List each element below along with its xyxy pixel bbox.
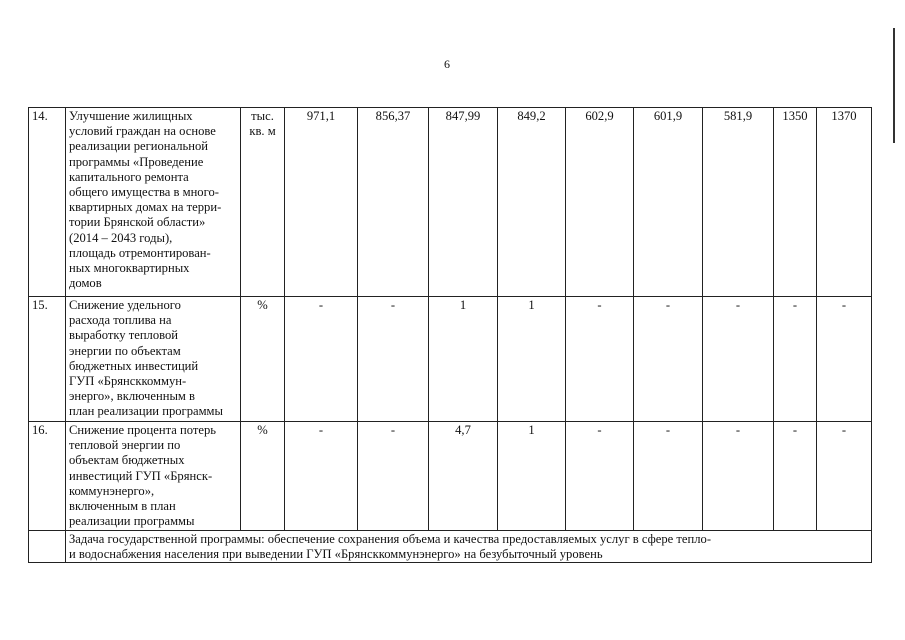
value-cell: 602,9: [566, 108, 634, 297]
task-row-number: [29, 531, 66, 563]
description-line: реализации программы: [69, 514, 195, 529]
value-cell: 856,37: [358, 108, 429, 297]
indicator-description: [66, 297, 241, 422]
description-line: выработку тепловой: [69, 328, 179, 343]
unit-cell: [241, 108, 285, 297]
description-line: объектам бюджетных: [69, 453, 185, 468]
description-line: Улучшение жилищных: [69, 109, 193, 123]
description-line: программы «Проведение: [69, 154, 204, 169]
page-number: 6: [444, 57, 450, 71]
description-line: бюджетных инвестиций: [69, 358, 199, 373]
value-cell: 1: [498, 297, 566, 422]
value-cell: -: [817, 422, 872, 531]
value-cell: 1350: [774, 108, 817, 297]
description-line: энергии по объектам: [69, 343, 181, 358]
value-cell: 4,7: [429, 422, 498, 531]
value-cell: 601,9: [634, 108, 703, 297]
table-row: [29, 108, 872, 297]
description-line: инвестиций ГУП «Брянск-: [69, 468, 213, 483]
value-cell: 581,9: [703, 108, 774, 297]
value-cell: -: [774, 422, 817, 531]
indicator-description: [66, 108, 241, 297]
description-line: условий граждан на основе: [69, 124, 216, 139]
description-line: тории Брянской области»: [69, 215, 206, 230]
value-cell: -: [566, 422, 634, 531]
description-line: коммунэнерго»,: [69, 483, 155, 498]
value-cell: -: [634, 422, 703, 531]
description-line: расхода топлива на: [69, 313, 172, 328]
description-line: ных многоквартирных: [69, 261, 190, 276]
row-number: 15.: [29, 297, 66, 422]
value-cell: -: [358, 297, 429, 422]
value-cell: 1: [498, 422, 566, 531]
description-line: Снижение удельного: [69, 298, 181, 312]
value-cell: 849,2: [498, 108, 566, 297]
unit-cell: [241, 297, 285, 422]
unit-line: %: [257, 423, 268, 437]
description-line: включенным в план: [69, 499, 176, 514]
description-line: тепловой энергии по: [69, 438, 181, 453]
description-line: домов: [69, 276, 102, 291]
description-line: ГУП «Брянсккоммун-: [69, 374, 187, 389]
value-cell: 1: [429, 297, 498, 422]
description-line: план реализации программы: [69, 404, 223, 419]
description-line: квартирных домах на терри-: [69, 200, 222, 215]
description-line: общего имущества в много-: [69, 185, 219, 200]
task-line: Задача государственной программы: обеспечение сохранения объема и качества предоставляемых услуг в сфере тепло-: [69, 532, 712, 546]
value-cell: -: [566, 297, 634, 422]
value-cell: 971,1: [285, 108, 358, 297]
table-row: [29, 297, 872, 422]
value-cell: -: [703, 297, 774, 422]
value-cell: -: [358, 422, 429, 531]
value-cell: 847,99: [429, 108, 498, 297]
table-row: [29, 422, 872, 531]
row-number: 16.: [29, 422, 66, 531]
value-cell: -: [285, 422, 358, 531]
value-cell: -: [285, 297, 358, 422]
description-line: площадь отремонтирован-: [69, 245, 211, 260]
unit-line: кв. м: [249, 124, 276, 139]
row-number: 14.: [29, 108, 66, 297]
value-cell: -: [774, 297, 817, 422]
program-task: [66, 531, 872, 563]
description-line: энерго», включенным в: [69, 389, 195, 404]
scan-edge-mark: [893, 28, 895, 143]
value-cell: 1370: [817, 108, 872, 297]
task-row: [29, 531, 872, 563]
unit-cell: [241, 422, 285, 531]
description-line: Снижение процента потерь: [69, 423, 217, 437]
value-cell: -: [817, 297, 872, 422]
indicator-table: [28, 107, 872, 563]
indicator-description: [66, 422, 241, 531]
description-line: (2014 – 2043 годы),: [69, 230, 173, 245]
unit-line: тыс.: [251, 109, 274, 123]
value-cell: -: [634, 297, 703, 422]
task-line: и водоснабжения населения при выведении ГУП «Брянсккоммунэнерго» на безубыточный уровень: [69, 547, 603, 562]
unit-line: %: [257, 298, 268, 312]
description-line: реализации региональной: [69, 139, 209, 154]
value-cell: -: [703, 422, 774, 531]
description-line: капитального ремонта: [69, 169, 189, 184]
